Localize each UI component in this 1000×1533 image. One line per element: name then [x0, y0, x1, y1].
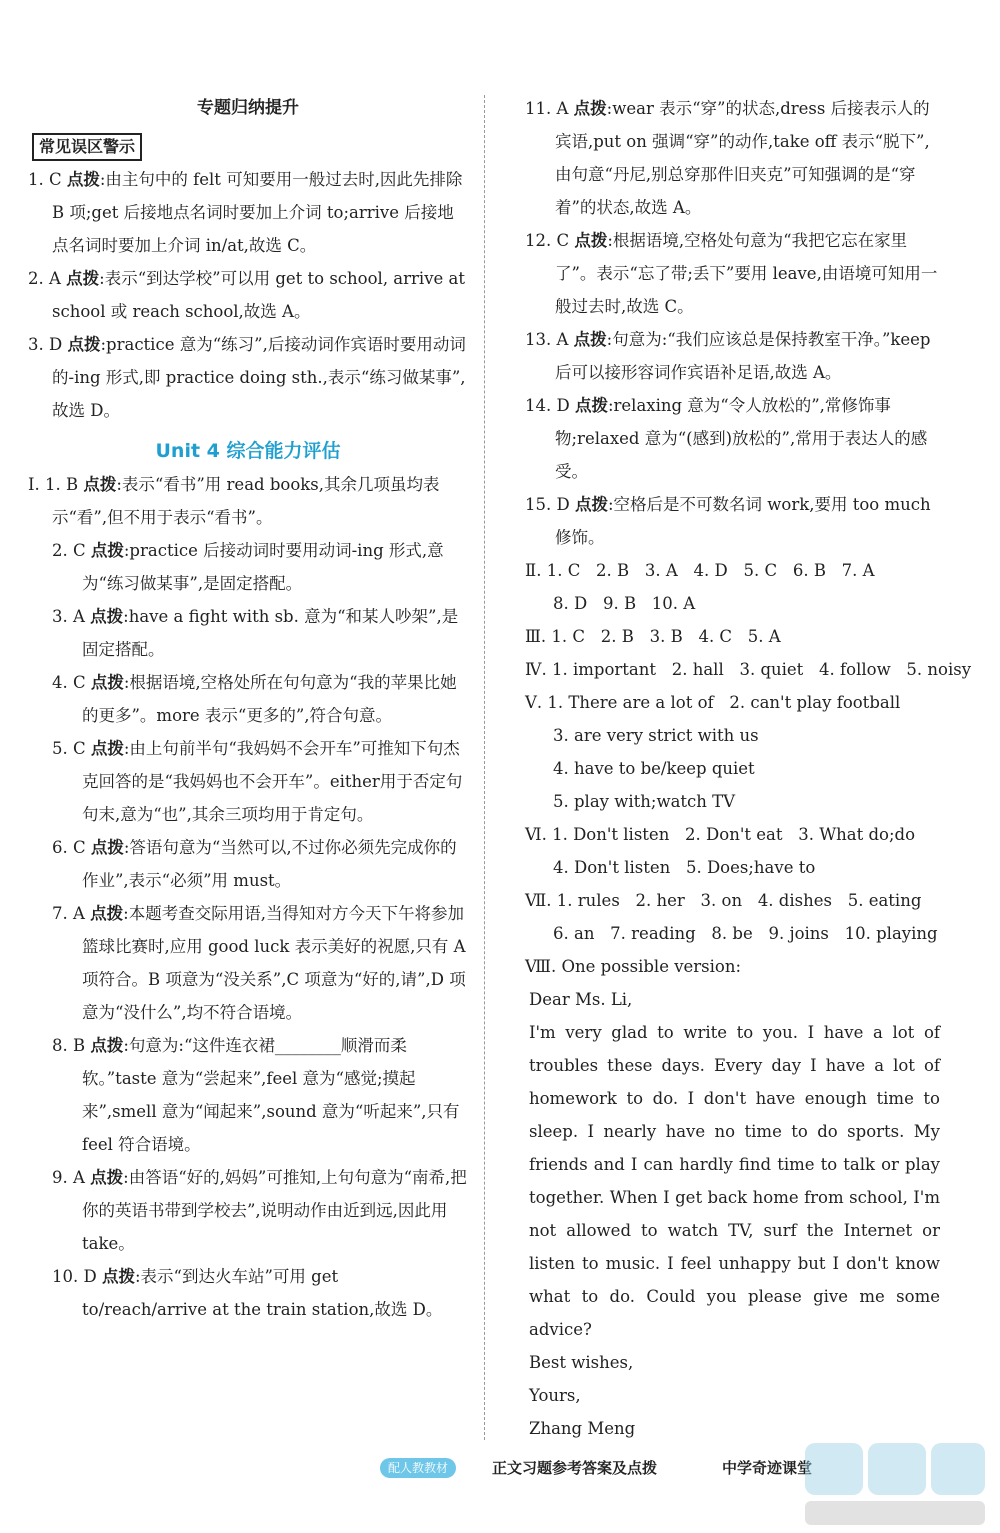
unit-item-2: [28, 534, 468, 600]
misconception-item-2: [28, 262, 468, 328]
unit-item-1: [28, 468, 468, 534]
answer-line: Ⅱ. 1. C 2. B 3. A 4. D 5. C 6. B 7. A: [525, 561, 875, 580]
unit-item-4: [28, 666, 468, 732]
answer-line: 4. Don't listen 5. Does;have to: [553, 858, 816, 877]
left-items: [28, 163, 468, 427]
sample-letter: [525, 983, 940, 1445]
item-explanation: :答语句意为“当然可以,不过你必须先完成你的作业”,表示“必须”用 must。: [82, 838, 457, 890]
item-explanation: :句意为:“我们应该总是保持教室干净。”keep 后可以接形容词作宾语补足语,故选 A。: [555, 330, 931, 382]
item-number: 5. C: [52, 739, 91, 758]
answer-line: 4. have to be/keep quiet: [553, 759, 755, 778]
unit-items: [28, 468, 468, 1326]
item-number: 3. A: [52, 607, 91, 626]
unit-item-5: [28, 732, 468, 831]
hint-keyword: 点拨: [90, 739, 124, 758]
hint-keyword: 点拨: [574, 495, 608, 514]
hint-keyword: 点拨: [66, 170, 100, 189]
column-divider: [484, 95, 485, 1440]
item-explanation: :have a fight with sb. 意为“和某人吵架”,是固定搭配。: [82, 607, 459, 659]
answer-line: Ⅶ. 1. rules 2. her 3. on 4. dishes 5. eating: [525, 891, 922, 910]
letter-closing-2: Yours,: [529, 1386, 581, 1405]
hint-keyword: 点拨: [90, 1036, 124, 1055]
item-explanation: :practice 后接动词时要用动词-ing 形式,意为“练习做某事”,是固定搭配。: [82, 541, 444, 593]
answer-line: Ⅴ. 1. There are a lot of 2. can't play football: [525, 693, 901, 712]
item-number: 2. A: [28, 269, 67, 288]
footer-badge: 配人教教材: [380, 1458, 456, 1478]
item-explanation: :本题考查交际用语,当得知对方今天下午将参加篮球比赛时,应用 good luck 表示美好的祝愿,只有 A 项符合。B 项意为“没关系”,C 项意为“好的,请”,D 项意为“没什么”,均不符合语境。: [82, 904, 466, 1022]
section-title: 专题归纳提升: [197, 98, 299, 118]
hint-keyword: 点拨: [90, 541, 124, 560]
item-explanation: :根据语境,空格处句意为“我把它忘在家里了”。表示“忘了带;丢下”要用 leave,由语境可知用一般过去时,故选 C。: [555, 231, 938, 316]
footer-brand: 中学奇迹课堂: [722, 1459, 813, 1477]
item-number: 14. D: [525, 396, 575, 415]
item-explanation: :wear 表示“穿”的状态,dress 后接表示人的宾语,put on 强调“穿”的动作,take off 表示“脱下”,由句意“丹尼,别总穿那件旧夹克”可知强调的是“穿着”的状态,故选 A。: [555, 99, 930, 217]
left-column: [28, 92, 468, 1326]
unit-item-right-2: [525, 224, 940, 323]
item-explanation: :由主句中的 felt 可知要用一般过去时,因此先排除 B 项;get 后接地点名词时要加上介词 to;arrive 后接地点名词时要加上介词 in/at,故选 C。: [52, 170, 463, 255]
hint-keyword: 点拨: [90, 838, 124, 857]
item-explanation: :根据语境,空格处所在句句意为“我的苹果比她的更多”。more 表示“更多的”,符合句意。: [82, 673, 457, 725]
answer-line: Ⅳ. 1. important 2. hall 3. quiet 4. follow 5. noisy: [525, 660, 972, 679]
item-number: 2. C: [52, 541, 91, 560]
item-explanation: :空格后是不可数名词 work,要用 too much 修饰。: [555, 495, 931, 547]
unit-item-6: [28, 831, 468, 897]
hint-keyword: 点拨: [101, 1267, 135, 1286]
right-items: [525, 92, 940, 554]
answer-line: Ⅵ. 1. Don't listen 2. Don't eat 3. What do;do: [525, 825, 916, 844]
box-title: 常见误区警示: [32, 133, 142, 161]
item-number: 12. C: [525, 231, 575, 250]
item-number: Ⅰ. 1. B: [28, 475, 84, 494]
item-explanation: :relaxing 意为“令人放松的”,常修饰事物;relaxed 意为“(感到)放松的”,常用于表达人的感受。: [555, 396, 928, 481]
hint-keyword: 点拨: [573, 330, 607, 349]
item-number: 6. C: [52, 838, 91, 857]
hint-keyword: 点拨: [574, 396, 608, 415]
unit-item-right-5: [525, 488, 940, 554]
answer-keys: [525, 554, 972, 983]
item-number: 11. A: [525, 99, 574, 118]
item-number: 3. D: [28, 335, 68, 354]
unit-item-7: [28, 897, 468, 1029]
answer-line: 6. an 7. reading 8. be 9. joins 10. playing: [553, 924, 938, 943]
hint-keyword: 点拨: [83, 475, 117, 494]
item-explanation: :句意为:“这件连衣裙________顺滑而柔软。”taste 意为“尝起来”,feel 意为“感觉;摸起来”,smell 意为“闻起来”,sound 意为“听起来”,只有 feel 符合语境。: [82, 1036, 460, 1154]
letter-body: I'm very glad to write to you. I have a lot of troubles these days. Every day I have a lot of homework to do. I don't have enough time to sleep. I nearly have no time to do sports. My friends and I can hardly find time to talk or play together. When I get back home from school, I'm not allowed to watch TV, surf the Internet or listen to music. I feel unhappy but I don't know what to do. Could you please give me some advice?: [529, 1023, 940, 1339]
hint-keyword: 点拨: [90, 673, 124, 692]
item-number: 10. D: [52, 1267, 102, 1286]
misconception-item-1: [28, 163, 468, 262]
item-number: 7. A: [52, 904, 91, 923]
watermark-logo-icon: [800, 1435, 990, 1530]
letter-greeting: Dear Ms. Li,: [529, 990, 633, 1009]
unit-item-8: [28, 1029, 468, 1161]
item-number: 9. A: [52, 1168, 91, 1187]
answer-line: 5. play with;watch TV: [553, 792, 736, 811]
misconception-item-3: [28, 328, 468, 427]
answer-line: Ⅷ. One possible version:: [525, 957, 742, 976]
answer-line: Ⅲ. 1. C 2. B 3. B 4. C 5. A: [525, 627, 781, 646]
item-number: 4. C: [52, 673, 91, 692]
answer-line: 3. are very strict with us: [553, 726, 759, 745]
unit-item-3: [28, 600, 468, 666]
hint-keyword: 点拨: [573, 99, 607, 118]
hint-keyword: 点拨: [90, 1168, 124, 1187]
footer-text: 正文习题参考答案及点拨: [492, 1459, 658, 1477]
hint-keyword: 点拨: [66, 269, 100, 288]
unit-item-9: [28, 1161, 468, 1260]
item-number: 15. D: [525, 495, 575, 514]
item-number: 13. A: [525, 330, 574, 349]
answer-line: 8. D 9. B 10. A: [553, 594, 696, 613]
letter-signature: Zhang Meng: [529, 1419, 636, 1438]
letter-closing-1: Best wishes,: [529, 1353, 634, 1372]
unit-title: Unit 4 综合能力评估: [155, 440, 341, 462]
item-explanation: :表示“到达学校”可以用 get to school, arrive at school 或 reach school,故选 A。: [52, 269, 466, 321]
item-explanation: :practice 意为“练习”,后接动词作宾语时要用动词的-ing 形式,即 practice doing sth.,表示“练习做某事”,故选 D。: [52, 335, 466, 420]
unit-item-right-4: [525, 389, 940, 488]
unit-item-right-3: [525, 323, 940, 389]
item-explanation: :由上句前半句“我妈妈不会开车”可推知下句杰克回答的是“我妈妈也不会开车”。either用于否定句句末,意为“也”,其余三项均用于肯定句。: [82, 739, 463, 824]
item-explanation: :表示“到达火车站”可用 get to/reach/arrive at the train station,故选 D。: [82, 1267, 443, 1319]
item-explanation: :由答语“好的,妈妈”可推知,上句句意为“南希,把你的英语书带到学校去”,说明动作由近到远,因此用 take。: [82, 1168, 467, 1253]
item-number: 1. C: [28, 170, 67, 189]
hint-keyword: 点拨: [67, 335, 101, 354]
right-column: [525, 92, 972, 1445]
unit-item-right-1: [525, 92, 940, 224]
item-number: 8. B: [52, 1036, 91, 1055]
hint-keyword: 点拨: [90, 607, 124, 626]
item-explanation: :表示“看书”用 read books,其余几项虽均表示“看”,但不用于表示“看书”。: [52, 475, 440, 527]
hint-keyword: 点拨: [574, 231, 608, 250]
hint-keyword: 点拨: [90, 904, 124, 923]
unit-item-10: [28, 1260, 468, 1326]
